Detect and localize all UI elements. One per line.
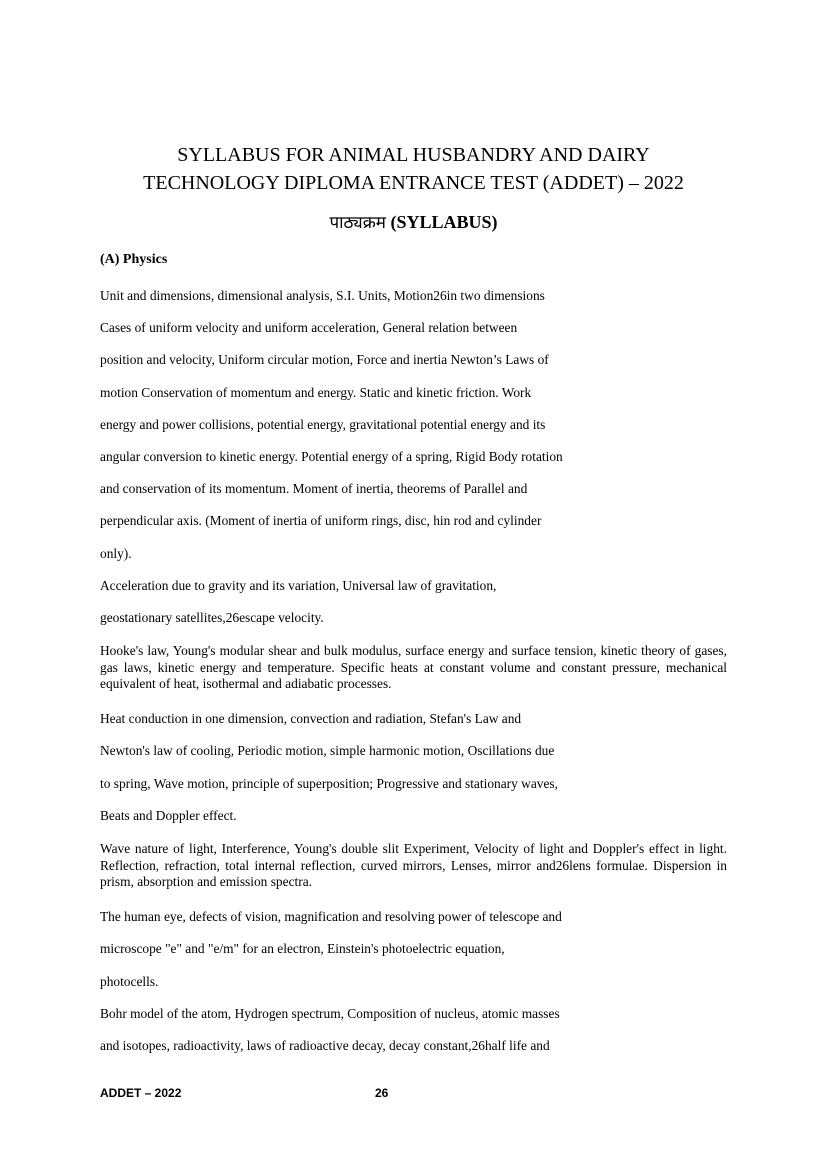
syllabus-line: Acceleration due to gravity and its variation, Universal law of gravitation, — [100, 578, 497, 593]
section-heading-physics: (A) Physics — [100, 252, 168, 267]
syllabus-line: and conservation of its momentum. Moment of inertia, theorems of Parallel and — [100, 481, 528, 496]
syllabus-line: angular conversion to kinetic energy. Potential energy of a spring, Rigid Body rotation — [100, 449, 563, 464]
syllabus-line: Newton's law of cooling, Periodic motion, simple harmonic motion, Oscillations due — [100, 743, 555, 758]
syllabus-line: Unit and dimensions, dimensional analysis, S.I. Units, Motion26in two dimensions — [100, 288, 545, 303]
subtitle-english: (SYLLABUS) — [390, 212, 498, 232]
syllabus-line: motion Conservation of momentum and energy. Static and kinetic friction. Work — [100, 385, 532, 400]
syllabus-line: Beats and Doppler effect. — [100, 808, 237, 823]
page-number: 26 — [375, 1086, 389, 1100]
syllabus-paragraph: Hooke's law, Young's modular shear and bulk modulus, surface energy and surface tension, kinetic theory of gases, gas laws, kinetic energy and temperature. Specific heats at constant volume and constant pressure, mechanical equivalent of heat, isothermal and adiabatic processes. — [100, 643, 727, 691]
syllabus-paragraph: Wave nature of light, Interference, Young's double slit Experiment, Velocity of light and Doppler's effect in light. Reflection, refraction, total internal reflection, curved mirrors, Lenses, mirror and26lens formulae. Dispersion in prism, absorption and emission spectra. — [100, 841, 727, 889]
syllabus-line: to spring, Wave motion, principle of superposition; Progressive and stationary waves, — [100, 776, 558, 791]
syllabus-line: The human eye, defects of vision, magnification and resolving power of telescope and — [100, 909, 562, 924]
syllabus-line: position and velocity, Uniform circular motion, Force and inertia Newton’s Laws of — [100, 352, 549, 367]
syllabus-line: and isotopes, radioactivity, laws of radioactive decay, decay constant,26half life and — [100, 1038, 550, 1053]
syllabus-line: Heat conduction in one dimension, convection and radiation, Stefan's Law and — [100, 711, 522, 726]
document-title-line-1: SYLLABUS FOR ANIMAL HUSBANDRY AND DAIRY — [177, 144, 650, 166]
syllabus-line: geostationary satellites,26escape velocity. — [100, 610, 324, 625]
syllabus-line: microscope "e" and "e/m" for an electron, Einstein's photoelectric equation, — [100, 941, 505, 956]
footer-label: ADDET – 2022 — [100, 1086, 182, 1100]
syllabus-line: Bohr model of the atom, Hydrogen spectrum, Composition of nucleus, atomic masses — [100, 1006, 560, 1021]
subtitle-hindi: पाठ्यक्रम — [329, 213, 386, 233]
syllabus-line: Cases of uniform velocity and uniform acceleration, General relation between — [100, 320, 518, 335]
syllabus-subtitle — [0, 210, 827, 233]
document-title-line-2: TECHNOLOGY DIPLOMA ENTRANCE TEST (ADDET) – 2022 — [143, 172, 684, 194]
syllabus-line: energy and power collisions, potential energy, gravitational potential energy and its — [100, 417, 546, 432]
syllabus-line: perpendicular axis. (Moment of inertia of uniform rings, disc, hin rod and cylinder — [100, 513, 542, 528]
syllabus-line: only). — [100, 546, 132, 561]
syllabus-line: photocells. — [100, 974, 159, 989]
